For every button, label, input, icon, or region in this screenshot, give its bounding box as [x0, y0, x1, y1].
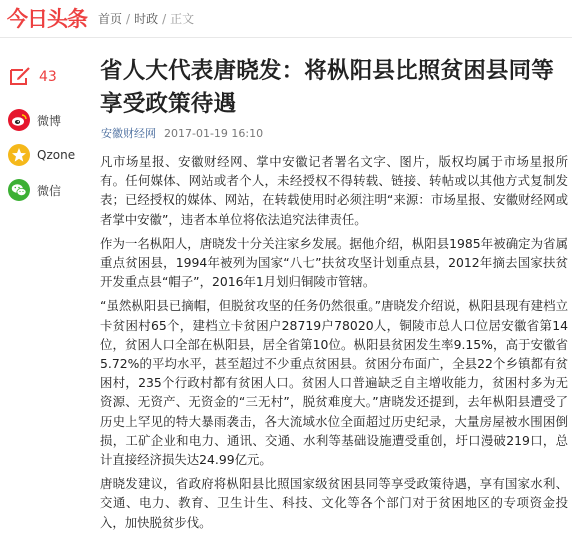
share-wechat-label: 微信: [37, 183, 62, 198]
article-source[interactable]: 安徽财经网: [101, 127, 156, 140]
share-sidebar: [0, 38, 80, 539]
article-time: 2017-01-19 16:10: [164, 127, 264, 140]
qzone-icon: [8, 144, 30, 166]
weibo-icon: [8, 109, 30, 131]
breadcrumb-politics[interactable]: 时政: [134, 12, 159, 26]
article-meta: [101, 125, 263, 141]
share-weibo-button[interactable]: [8, 107, 61, 133]
article-title: 省人大代表唐晓发：将枞阳县比照贫困县同等享受政策待遇: [100, 58, 555, 117]
breadcrumb: [98, 11, 194, 27]
share-wechat-button[interactable]: [8, 177, 61, 203]
article-paragraph: “虽然枞阳县已摘帽，但脱贫攻坚的任务仍然很重。”唐晓发介绍说，枞阳县现有建档立卡贫困村65个，建档立卡贫困户28719户78020人，铜陵市总人口位居安徽省第14位，贫困人口全部在枞阳县，居全省第10位。枞阳县贫困发生率9.15%，高于安徽省5.72%的平均水平，甚至超过不少重点贫困县。贫困分布面广，全县22个乡镇都有贫困村，235个行政村都有贫困人口。贫困人口普遍缺乏自主增收能力，贫困村多为无资源、无资产、无资金的“三无村”，脱贫难度大。”唐晓发还提到，去年枞阳县遭受了历史上罕见的特大暴雨袭击，各大流域水位全面超过历史纪录，大量房屋被水围困倒损，工矿企业和电力、通讯、交通、水利等基础设施遭受重创，圩口漫破219口，总计直接经济损失达24.99亿元。: [100, 298, 568, 468]
article-paragraph: 凡市场星报、安徽财经网、掌中安徽记者署名文字、图片，版权均属于市场星报所有。任何媒体、网站或者个人，未经授权不得转载、链接、转帖或以其他方式复制发表；已经授权的媒体、网站，在转载使用时必须注明“来源：市场星报、安徽财经网或者掌中安徽”，违者本单位将依法追究法律责任。: [100, 154, 568, 227]
share-weibo-label: 微博: [37, 113, 62, 128]
article: [87, 38, 572, 539]
comment-icon: [8, 66, 32, 88]
breadcrumb-home[interactable]: 首页: [98, 12, 123, 26]
top-bar: [0, 0, 572, 38]
share-qzone-button[interactable]: [8, 142, 75, 168]
comment-button[interactable]: [8, 64, 57, 90]
breadcrumb-separator: /: [162, 12, 167, 26]
article-paragraph: 作为一名枞阳人，唐晓发十分关注家乡发展。据他介绍，枞阳县1985年被确定为省属重点贫困县，1994年被列为国家“八七”扶贫攻坚计划重点县，2012年摘去国家扶贫开发重点县“帽子”，2016年1月划归铜陵市管辖。: [100, 235, 568, 290]
article-body: [100, 152, 568, 537]
article-paragraph: 唐晓发建议，省政府将枞阳县比照国家级贫困县同等享受政策待遇，享有国家水利、交通、电力、教育、卫生计生、科技、文化等各个部门对于贫困地区的专项资金投入，加快脱贫步伐。: [100, 476, 568, 530]
comment-count: 43: [39, 69, 57, 85]
site-logo[interactable]: 今日头条: [7, 7, 87, 31]
share-qzone-label: Qzone: [37, 148, 76, 162]
breadcrumb-separator: /: [126, 12, 131, 26]
breadcrumb-current: 正文: [170, 12, 195, 26]
wechat-icon: [8, 179, 30, 201]
